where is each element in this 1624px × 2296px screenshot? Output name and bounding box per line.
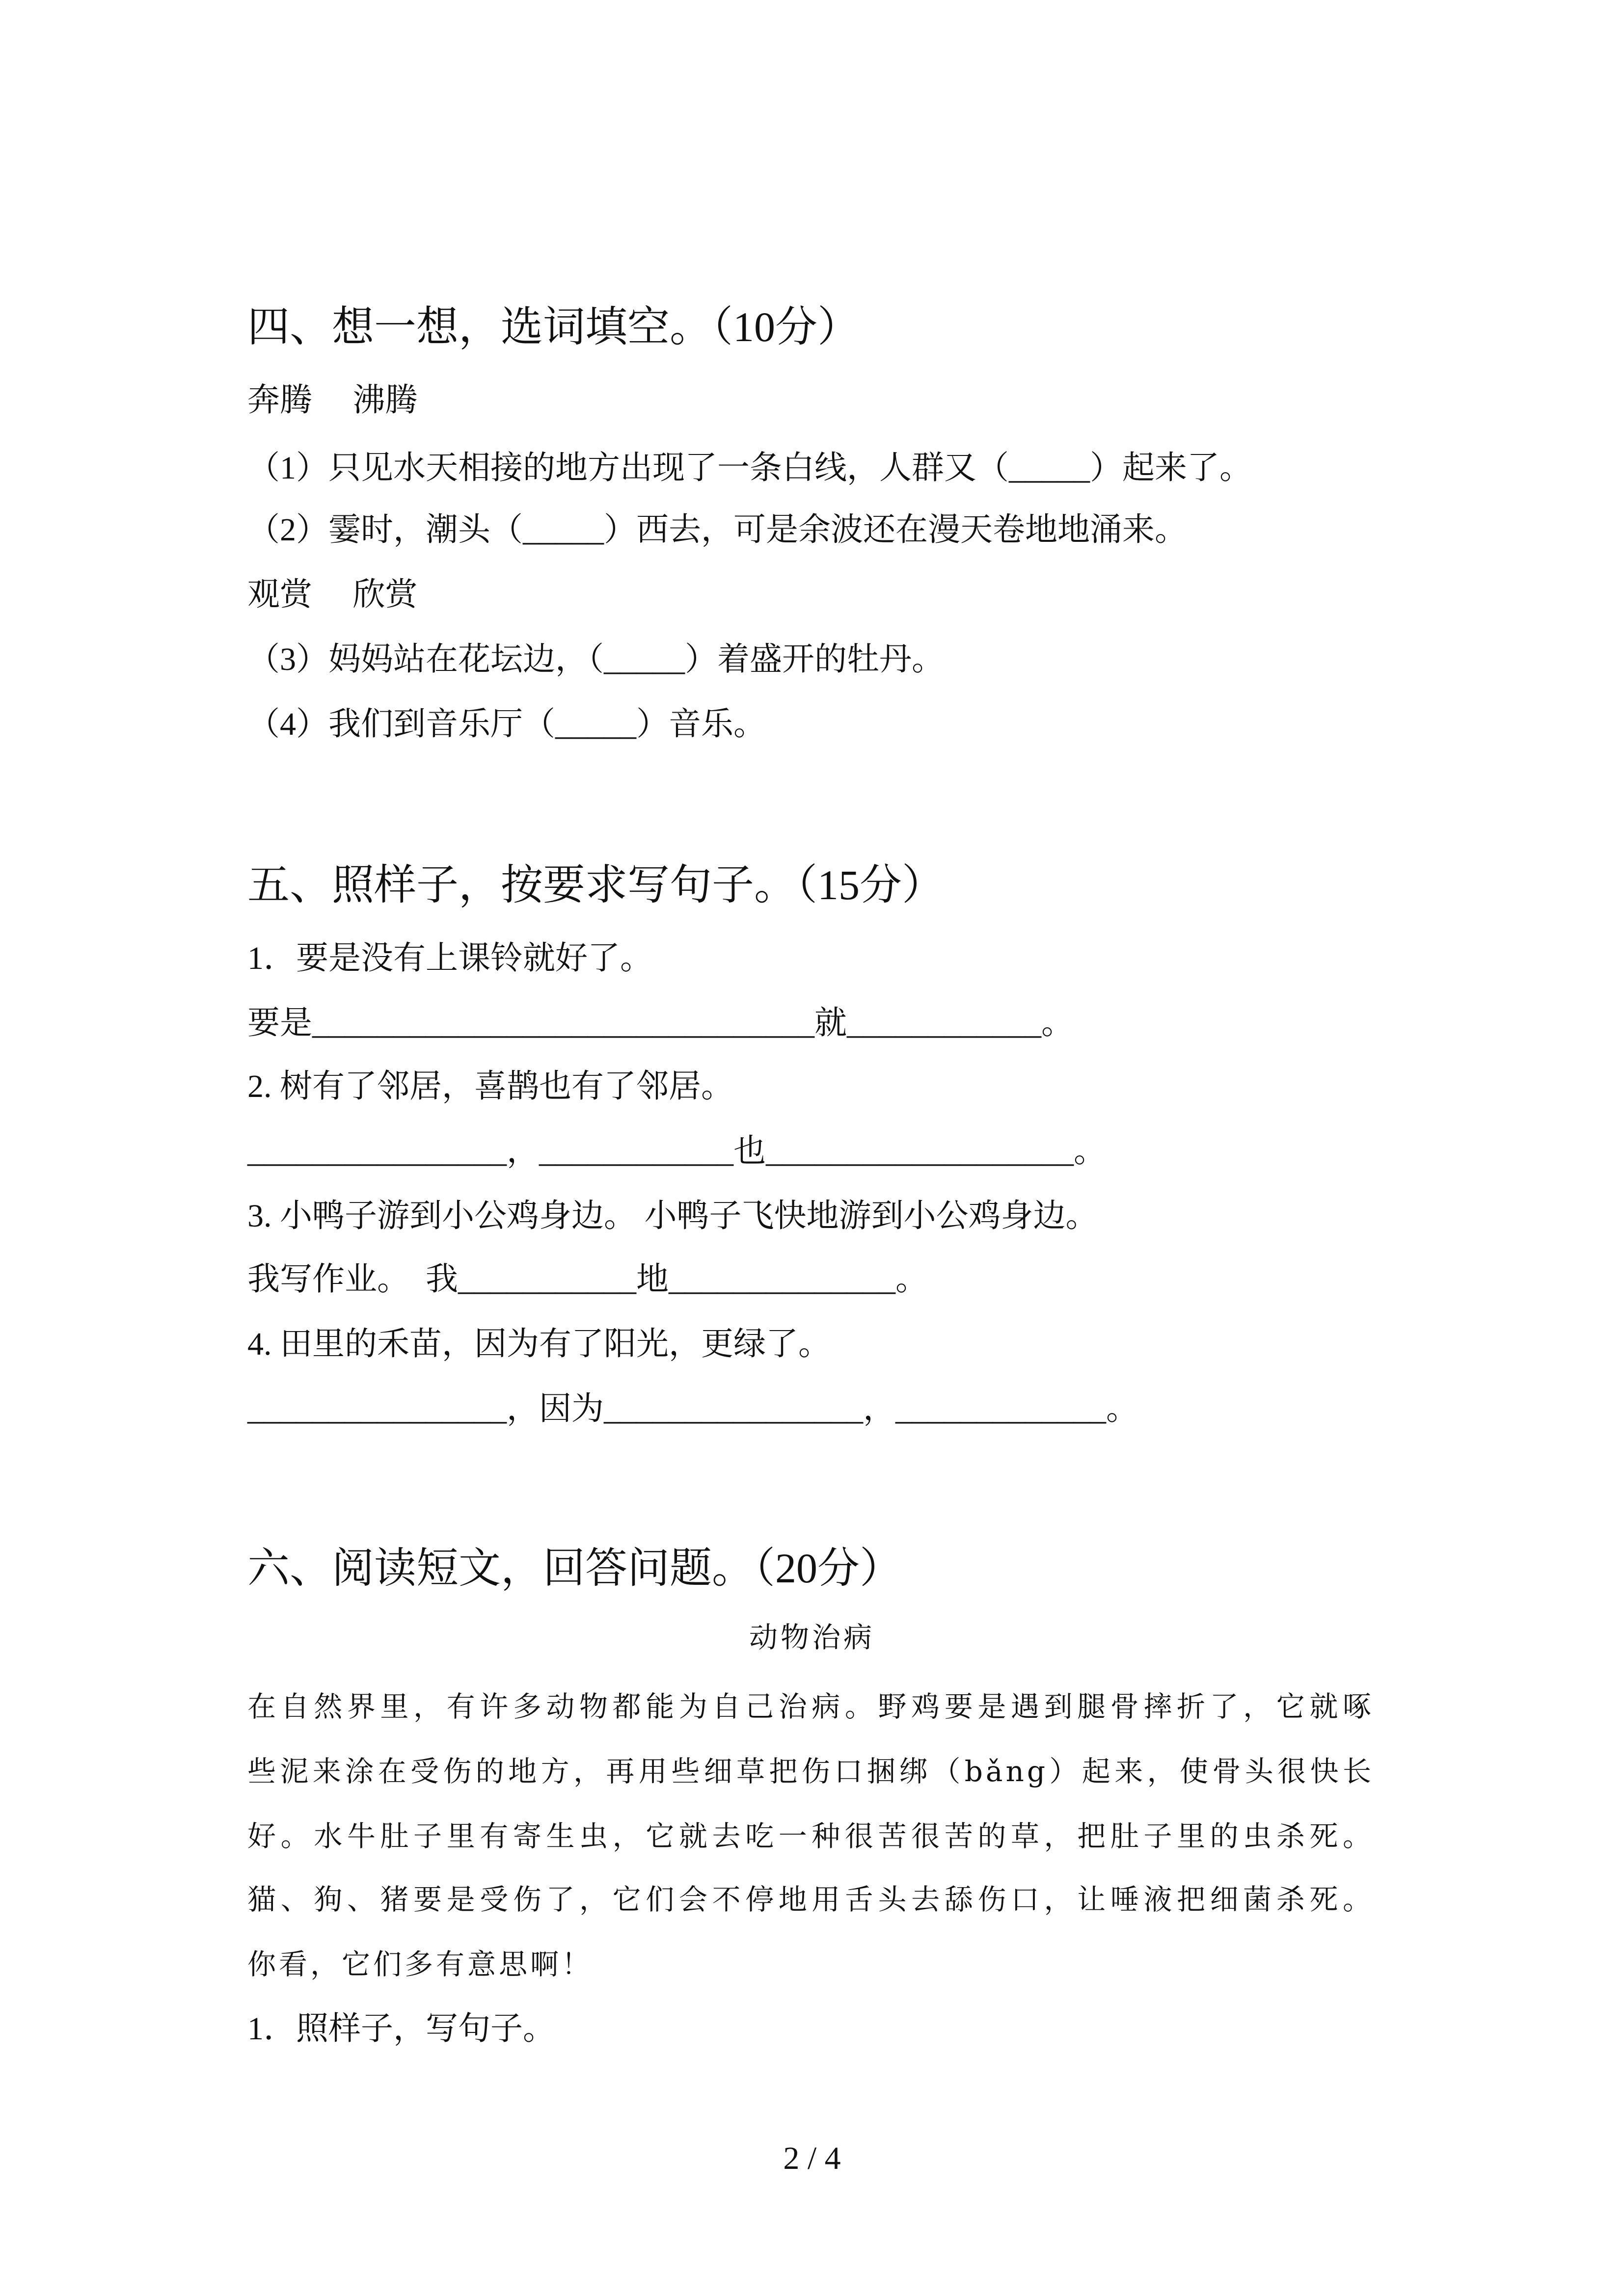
sentence-example-2: 2. 树有了邻居，喜鹊也有了邻居。 <box>247 1068 733 1104</box>
sentence-example-3: 3. 小鸭子游到小公鸡身边。 小鸭子飞快地游到小公鸡身边。 <box>247 1198 1098 1234</box>
page-number: 2 / 4 <box>783 2140 841 2176</box>
word-choices-2: 观赏 欣赏 <box>247 577 418 613</box>
section-heading-4: 四、想一想，选词填空。（10分） <box>247 303 860 350</box>
answer-line-3: 我写作业。 我___________地______________。 <box>247 1261 928 1297</box>
answer-line-4: ________________，因为________________，_____________。 <box>247 1391 1138 1427</box>
answer-line-2: ________________，____________也___________________。 <box>247 1133 1106 1169</box>
word-choices-1: 奔腾 沸腾 <box>247 382 418 418</box>
answer-line-1: 要是_______________________________就____________。 <box>247 1005 1074 1041</box>
section-heading-5: 五、照样子，按要求写句子。（15分） <box>247 861 944 908</box>
passage-title: 动物治病 <box>749 1621 875 1654</box>
fill-blank-question-1: （1）只见水天相接的地方出现了一条白线，人群又（_____）起来了。 <box>247 450 1252 486</box>
passage-line: 在自然界里，有许多动物都能为自己治病。野鸡要是遇到腿骨摔折了，它就啄 <box>247 1690 1374 1723</box>
sentence-example-4: 4. 田里的禾苗，因为有了阳光，更绿了。 <box>247 1326 831 1362</box>
fill-blank-question-3: （3）妈妈站在花坛边，（_____）着盛开的牡丹。 <box>247 641 944 677</box>
passage-line: 些泥来涂在受伤的地方，再用些细草把伤口捆绑（bǎng）起来，使骨头很快长 <box>247 1755 1374 1788</box>
fill-blank-question-4: （4）我们到音乐厅（_____）音乐。 <box>247 706 766 742</box>
fill-blank-question-2: （2）霎时，潮头（_____）西去，可是余波还在漫天卷地地涌来。 <box>247 512 1187 548</box>
sentence-example-1: 1．要是没有上课铃就好了。 <box>247 940 652 976</box>
passage-line: 好。水牛肚子里有寄生虫，它就去吃一种很苦很苦的草，把肚子里的虫杀死。 <box>247 1819 1374 1853</box>
passage-line: 猫、狗、猪要是受伤了，它们会不停地用舌头去舔伤口，让唾液把细菌杀死。 <box>247 1883 1374 1916</box>
section-heading-6: 六、阅读短文，回答问题。（20分） <box>247 1545 902 1592</box>
passage-line: 你看，它们多有意思啊！ <box>247 1948 594 1981</box>
reading-question-1: 1．照样子，写句子。 <box>247 2011 555 2047</box>
